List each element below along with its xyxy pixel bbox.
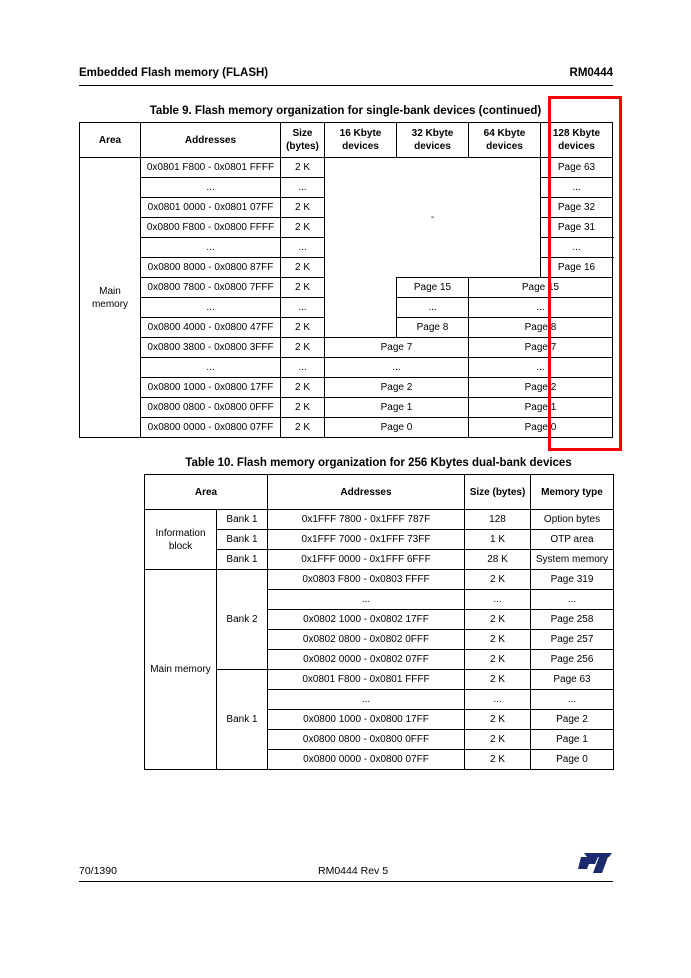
memory-type-cell: Page 1	[531, 730, 614, 750]
table9-area-main-memory: Main memory	[80, 158, 141, 438]
table9-header-64k: 64 Kbyte devices	[469, 123, 541, 158]
table9-flash-organization	[79, 122, 613, 438]
memory-type-cell: Page 2	[531, 710, 614, 730]
size-cell: 2 K	[465, 610, 531, 630]
st-logo-icon	[578, 853, 612, 878]
address-cell: 0x0801 0000 - 0x0801 07FF	[141, 198, 281, 218]
table10-area-information-block: Information block	[145, 510, 217, 570]
page-cell: Page 0	[325, 418, 469, 438]
page-cell: ...	[397, 298, 469, 318]
address-cell: 0x0800 0000 - 0x0800 07FF	[268, 750, 465, 770]
address-cell: 0x0800 8000 - 0x0800 87FF	[141, 258, 281, 278]
bank-cell: Bank 1	[217, 510, 268, 530]
size-cell: 2 K	[281, 418, 325, 438]
memory-type-cell: OTP area	[531, 530, 614, 550]
table10-bank2-cell: Bank 2	[217, 570, 268, 670]
size-cell: 1 K	[465, 530, 531, 550]
page-cell: ...	[325, 358, 469, 378]
page-cell: Page 8	[397, 318, 469, 338]
address-cell: 0x0800 0800 - 0x0800 0FFF	[268, 730, 465, 750]
address-cell: 0x1FFF 7000 - 0x1FFF 73FF	[268, 530, 465, 550]
address-cell: 0x0800 7800 - 0x0800 7FFF	[141, 278, 281, 298]
size-cell: 2 K	[281, 258, 325, 278]
size-cell: 2 K	[281, 338, 325, 358]
memory-type-cell: Page 63	[531, 670, 614, 690]
memory-type-cell: Page 256	[531, 650, 614, 670]
memory-type-cell: ...	[531, 590, 614, 610]
address-cell: 0x0802 1000 - 0x0802 17FF	[268, 610, 465, 630]
address-cell: ...	[141, 298, 281, 318]
table10-area-main-memory: Main memory	[145, 570, 217, 770]
page-cell: ...	[469, 298, 613, 318]
address-cell: 0x0800 1000 - 0x0800 17FF	[268, 710, 465, 730]
page-cell: ...	[541, 238, 613, 258]
header-rule	[79, 85, 613, 86]
page-cell: Page 7	[325, 338, 469, 358]
size-cell: 128	[465, 510, 531, 530]
table10-header-row	[145, 475, 614, 510]
table-row	[80, 278, 613, 298]
page-cell: Page 2	[469, 378, 613, 398]
page-cell: Page 32	[541, 198, 613, 218]
size-cell: 2 K	[281, 378, 325, 398]
address-cell: 0x0801 F800 - 0x0801 FFFF	[268, 670, 465, 690]
page-cell: Page 16	[541, 258, 613, 278]
size-cell: ...	[465, 590, 531, 610]
address-cell: 0x0800 0000 - 0x0800 07FF	[141, 418, 281, 438]
footer-rule	[79, 881, 613, 882]
memory-type-cell: Page 257	[531, 630, 614, 650]
table9-dash-cell: -	[325, 158, 541, 278]
size-cell: 2 K	[465, 650, 531, 670]
size-cell: 2 K	[465, 750, 531, 770]
table-row	[80, 358, 613, 378]
address-cell: ...	[268, 690, 465, 710]
size-cell: 2 K	[281, 218, 325, 238]
page-cell: Page 15	[469, 278, 613, 298]
table-row	[145, 570, 614, 590]
address-cell: ...	[268, 590, 465, 610]
size-cell: ...	[281, 298, 325, 318]
table-row	[80, 418, 613, 438]
footer-page-number: 70/1390	[79, 865, 117, 877]
footer-revision: RM0444 Rev 5	[318, 865, 389, 877]
address-cell: ...	[141, 358, 281, 378]
page-cell: Page 31	[541, 218, 613, 238]
table9-header-size: Size (bytes)	[281, 123, 325, 158]
table10-bank1-cell: Bank 1	[217, 670, 268, 770]
bank-cell: Bank 1	[217, 550, 268, 570]
table9-header-row	[80, 123, 613, 158]
size-cell: 2 K	[281, 318, 325, 338]
page-cell: Page 8	[469, 318, 613, 338]
table9-blank-16k	[325, 278, 397, 338]
page-cell: ...	[541, 178, 613, 198]
memory-type-cell: Page 319	[531, 570, 614, 590]
header-doc-id: RM0444	[569, 67, 613, 79]
size-cell: 2 K	[281, 158, 325, 178]
table-row	[80, 378, 613, 398]
address-cell: 0x0800 3800 - 0x0800 3FFF	[141, 338, 281, 358]
address-cell: 0x1FFF 0000 - 0x1FFF 6FFF	[268, 550, 465, 570]
table9-header-32k: 32 Kbyte devices	[397, 123, 469, 158]
bank-cell: Bank 1	[217, 530, 268, 550]
memory-type-cell: System memory	[531, 550, 614, 570]
address-cell: ...	[141, 238, 281, 258]
table-row	[145, 510, 614, 530]
address-cell: 0x0801 F800 - 0x0801 FFFF	[141, 158, 281, 178]
page-cell: Page 7	[469, 338, 613, 358]
size-cell: 2 K	[281, 398, 325, 418]
memory-type-cell: Page 258	[531, 610, 614, 630]
address-cell: 0x0802 0800 - 0x0802 0FFF	[268, 630, 465, 650]
size-cell: 2 K	[465, 670, 531, 690]
address-cell: 0x0800 F800 - 0x0800 FFFF	[141, 218, 281, 238]
page-cell: Page 1	[325, 398, 469, 418]
size-cell: 2 K	[281, 198, 325, 218]
page-cell: Page 63	[541, 158, 613, 178]
table9-header-16k: 16 Kbyte devices	[325, 123, 397, 158]
address-cell: 0x0802 0000 - 0x0802 07FF	[268, 650, 465, 670]
size-cell: ...	[281, 178, 325, 198]
memory-type-cell: Page 0	[531, 750, 614, 770]
table10-header-memory-type: Memory type	[531, 475, 614, 510]
size-cell: ...	[281, 358, 325, 378]
table10-caption: Table 10. Flash memory organization for 256 Kbytes dual-bank devices	[185, 457, 572, 469]
address-cell: 0x0800 4000 - 0x0800 47FF	[141, 318, 281, 338]
size-cell: 2 K	[465, 630, 531, 650]
size-cell: 28 K	[465, 550, 531, 570]
size-cell: 2 K	[465, 730, 531, 750]
header-section-title: Embedded Flash memory (FLASH)	[79, 67, 269, 79]
table-row	[80, 398, 613, 418]
table10-dual-bank-organization	[144, 474, 614, 770]
memory-type-cell: ...	[531, 690, 614, 710]
address-cell: ...	[141, 178, 281, 198]
table10-header-size: Size (bytes)	[465, 475, 531, 510]
page-cell: ...	[469, 358, 613, 378]
page-cell: Page 1	[469, 398, 613, 418]
size-cell: 2 K	[465, 710, 531, 730]
address-cell: 0x0800 1000 - 0x0800 17FF	[141, 378, 281, 398]
size-cell: ...	[281, 238, 325, 258]
table9-header-area: Area	[80, 123, 141, 158]
address-cell: 0x0803 F800 - 0x0803 FFFF	[268, 570, 465, 590]
size-cell: ...	[465, 690, 531, 710]
page-cell: Page 2	[325, 378, 469, 398]
memory-type-cell: Option bytes	[531, 510, 614, 530]
table9-header-addresses: Addresses	[141, 123, 281, 158]
table-row	[80, 338, 613, 358]
page-cell: Page 15	[397, 278, 469, 298]
table9-caption: Table 9. Flash memory organization for single-bank devices (continued)	[149, 105, 542, 117]
table10-header-addresses: Addresses	[268, 475, 465, 510]
address-cell: 0x1FFF 7800 - 0x1FFF 787F	[268, 510, 465, 530]
table-row	[80, 158, 613, 178]
size-cell: 2 K	[281, 278, 325, 298]
address-cell: 0x0800 0800 - 0x0800 0FFF	[141, 398, 281, 418]
page-cell: Page 0	[469, 418, 613, 438]
table9-header-128k: 128 Kbyte devices	[541, 123, 613, 158]
size-cell: 2 K	[465, 570, 531, 590]
table10-header-area: Area	[145, 475, 268, 510]
highlight-box-128k-column	[548, 96, 622, 451]
